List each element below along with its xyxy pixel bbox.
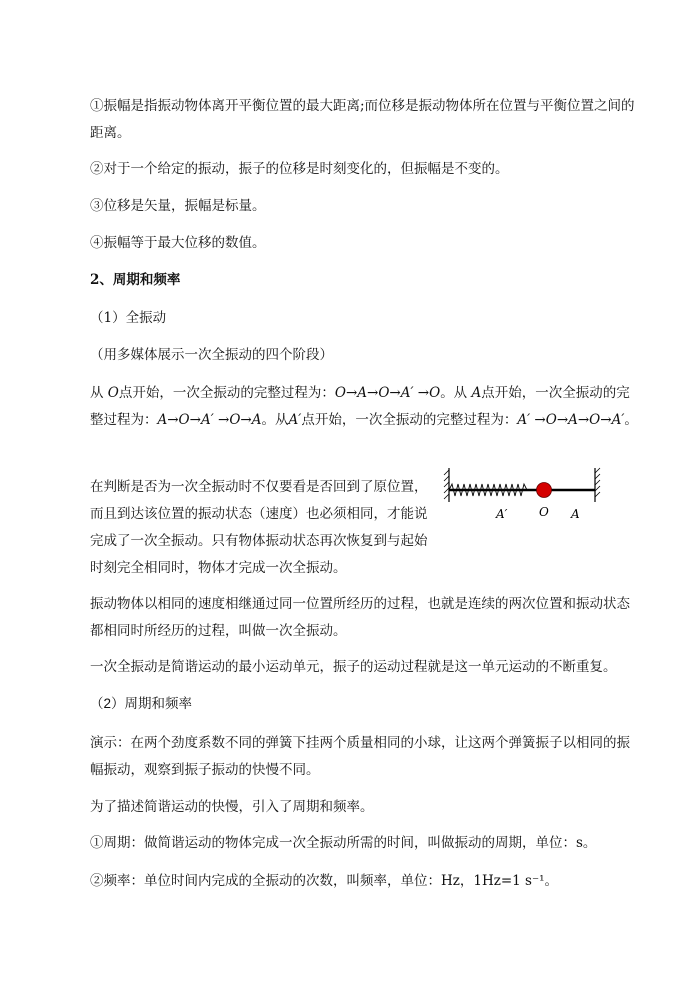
text-segment: 。 bbox=[624, 412, 638, 428]
paragraph-period-definition bbox=[90, 830, 640, 857]
multimedia-note bbox=[90, 342, 635, 369]
subheading-full-vibration bbox=[90, 305, 635, 332]
sequence-from-a-prime: A′ →O→A→O→A′ bbox=[517, 412, 625, 428]
text-segment: 点开始，一次全振动的完整过程为： bbox=[301, 412, 518, 428]
paragraph-amplitude-vs-displacement bbox=[90, 93, 640, 147]
paragraph-text: 为了描述简谐运动的快慢，引入了周期和频率。 bbox=[90, 799, 374, 814]
paragraph-judging-full-vibration bbox=[90, 473, 440, 581]
subheading-period-frequency bbox=[90, 690, 635, 717]
section-heading-period-frequency bbox=[90, 267, 635, 294]
paragraph-text: 在判断是否为一次全振动时不仅要看是否回到了原位置，而且到达该位置的振动状态（速度）也必须相同，才能说完成了一次全振动。只有物体振动状态再次恢复到与起始时刻完全相同时，物体才完成一次全振动。 bbox=[90, 479, 428, 575]
point-a-prime-label: A′ bbox=[288, 412, 302, 428]
label-a-prime: A′ bbox=[496, 507, 508, 521]
paragraph-full-vibration-definition bbox=[90, 590, 640, 644]
paragraph-text: 一次全振动是简谐运动的最小运动单元，振子的运动过程就是这一单元运动的不断重复。 bbox=[90, 659, 617, 674]
label-a: A bbox=[571, 507, 580, 521]
label-o: O bbox=[539, 505, 549, 519]
paragraph-text: 演示：在两个劲度系数不同的弹簧下挂两个质量相同的小球，让这两个弹簧振子以相同的振幅振动，观察到振子振动的快慢不同。 bbox=[90, 735, 630, 777]
paragraph-vector-scalar bbox=[90, 193, 635, 220]
paragraph-frequency-definition bbox=[90, 868, 640, 895]
text-segment: 点开始，一次全振动的完整过程为： bbox=[118, 385, 335, 401]
note-text: （用多媒体展示一次全振动的四个阶段） bbox=[90, 347, 333, 363]
text-segment: 从 bbox=[90, 385, 104, 401]
subheading-text: （1）全振动 bbox=[90, 310, 167, 326]
paragraph-text: 振动物体以相同的速度相继通过同一位置所经历的过程，也就是连续的两次位置和振动状态都相同时所经历的过程，叫做一次全振动。 bbox=[90, 596, 630, 638]
spring-oscillator-diagram bbox=[442, 464, 602, 524]
point-a-label: A bbox=[471, 385, 482, 401]
paragraph-text: ①周期：做简谐运动的物体完成一次全振动所需的时间，叫做振动的周期，单位：s。 bbox=[90, 835, 597, 851]
paragraph-text: ②对于一个给定的振动，振子的位移是时刻变化的，但振幅是不变的。 bbox=[90, 161, 509, 177]
paragraph-full-vibration-process bbox=[90, 380, 640, 434]
paragraph-text: ②频率：单位时间内完成的全振动的次数，叫频率，单位：Hz，1Hz=1 s⁻¹。 bbox=[90, 873, 559, 889]
paragraph-text: ①振幅是指振动物体离开平衡位置的最大距离;而位移是振动物体所在位置与平衡位置之间的距离。 bbox=[90, 98, 635, 141]
sequence-from-a: A→O→A′ →O→A bbox=[157, 412, 262, 428]
point-o-label: O bbox=[107, 385, 119, 401]
text-segment: 。从 bbox=[261, 412, 289, 428]
text-segment: 。从 bbox=[440, 385, 468, 401]
paragraph-minimum-unit bbox=[90, 653, 640, 680]
subheading-text: （2）周期和频率 bbox=[90, 696, 193, 711]
paragraph-text: ④振幅等于最大位移的数值。 bbox=[90, 235, 266, 251]
paragraph-amplitude-constant bbox=[90, 156, 635, 183]
spring-oscillator-figure bbox=[442, 464, 602, 524]
oscillator-ball bbox=[537, 483, 552, 498]
paragraph-demonstration bbox=[90, 729, 640, 783]
heading-text: 2、周期和频率 bbox=[90, 272, 181, 288]
text-segment: 点开始，一次全振动的完整过程为： bbox=[90, 385, 630, 428]
paragraph-intro-period-frequency bbox=[90, 793, 635, 820]
paragraph-text: ③位移是矢量，振幅是标量。 bbox=[90, 198, 266, 214]
sequence-from-o: O→A→O→A′ →O bbox=[334, 385, 441, 401]
paragraph-max-displacement bbox=[90, 230, 635, 257]
